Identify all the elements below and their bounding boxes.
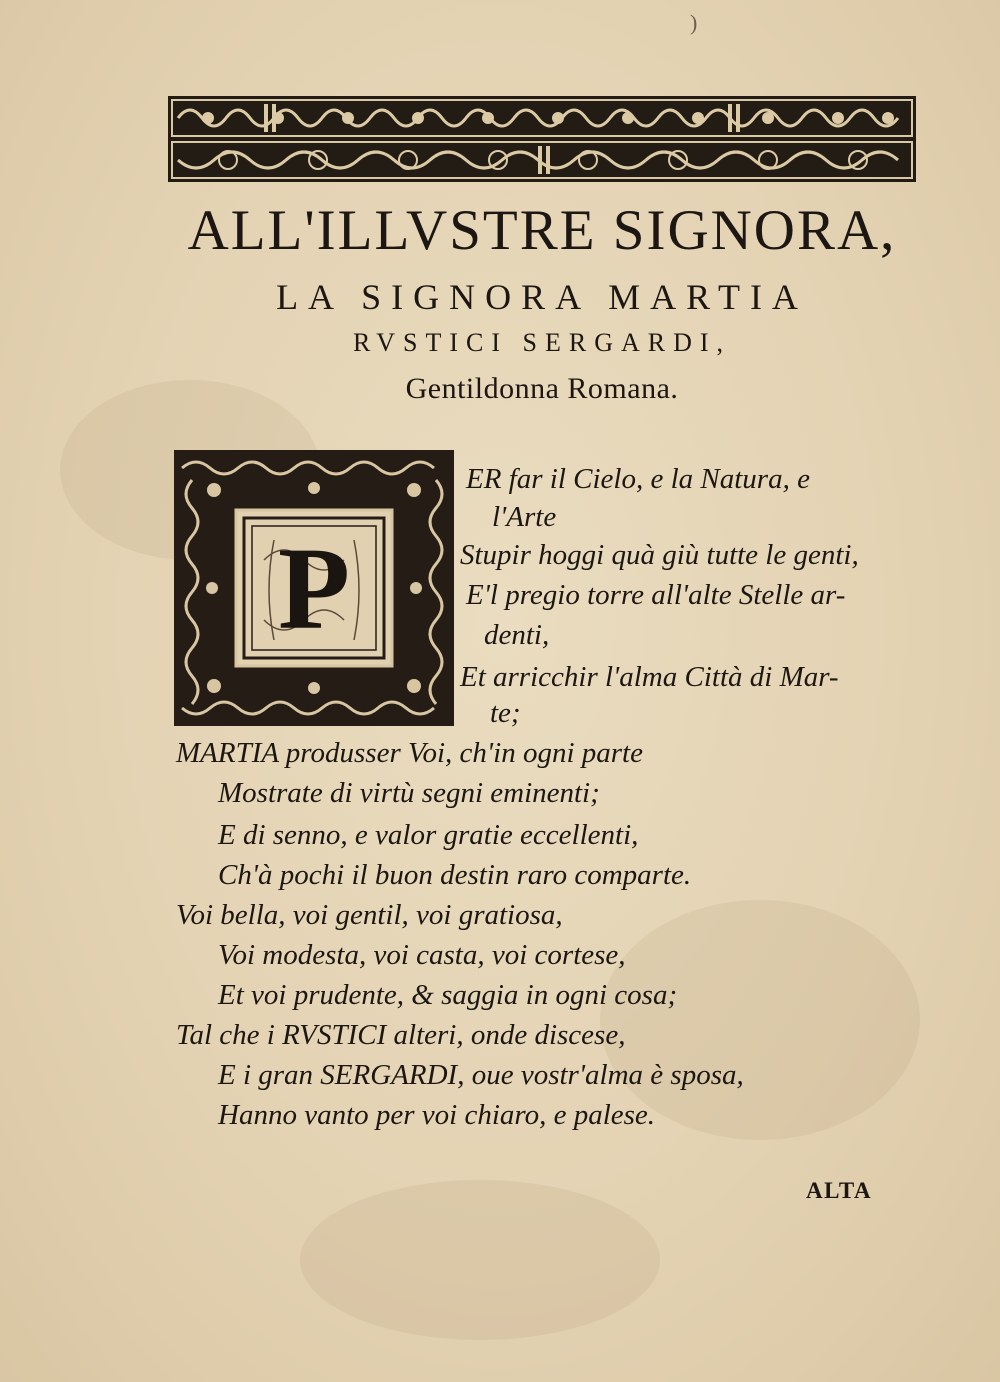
verse-line: Stupir hoggi quà giù tutte le genti, [460,539,859,571]
verse-line: denti, [484,619,550,651]
ornamental-band-icon [168,96,916,182]
initial-letter: P [277,523,351,654]
verse-line: Et voi prudente, & saggia in ogni cosa; [218,979,678,1011]
verse-line: Tal che i RVSTICI alteri, onde discese, [176,1019,626,1051]
verse-line: Mostrate di virtù segni eminenti; [218,777,600,809]
paper-stain [300,1180,660,1340]
verse-line: E di senno, e valor gratie eccellenti, [218,819,639,851]
verse-line: Voi bella, voi gentil, voi gratiosa, [176,899,563,931]
dedicatee-family: RVSTICI SERGARDI, [352,328,732,357]
verse-line: Ch'à pochi il buon destin raro comparte. [218,859,692,891]
catchword: ALTA [806,1178,873,1203]
dedication-title: ALL'ILLVSTRE SIGNORA, [187,199,897,262]
verse-line: E i gran SERGARDI, oue vostr'alma è sposa, [218,1059,744,1091]
verse-line: ER far il Cielo, e la Natura, e [466,463,810,495]
verse-line: Et arricchir l'alma Città di Mar- [460,661,839,693]
dedicatee-name: LA SIGNORA MARTIA [276,277,808,317]
dedicatee-rank: Gentildonna Romana. [405,372,679,405]
woodcut-initial-frame-icon [174,450,454,726]
verse-line: Hanno vanto per voi chiaro, e palese. [218,1099,656,1131]
verse-line: MARTIA produsser Voi, ch'in ogni parte [176,737,643,769]
verse-line: te; [490,697,521,729]
verse-line: Voi modesta, voi casta, voi cortese, [218,939,626,971]
verse-line: l'Arte [492,501,557,533]
verse-line: E'l pregio torre all'alte Stelle ar- [466,579,846,611]
page-mark: ) [690,10,698,35]
